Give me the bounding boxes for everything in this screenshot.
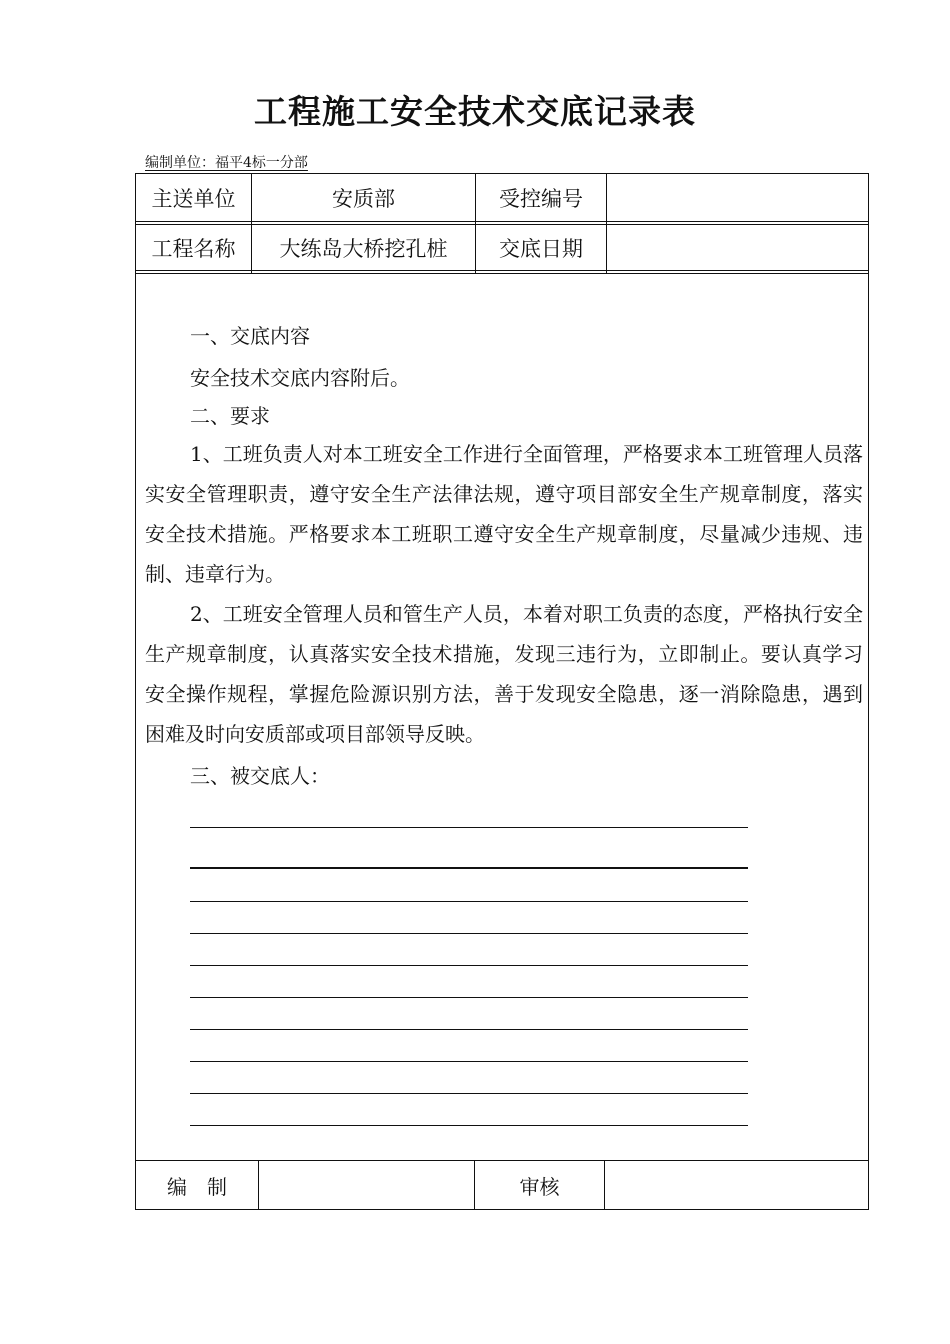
section1-text: 安全技术交底内容附后。 <box>190 366 410 390</box>
label-recipient-unit: 主送单位 <box>151 186 236 211</box>
label-review: 审核 <box>519 1174 560 1199</box>
value-recipient-unit: 安质部 <box>332 186 395 211</box>
signature-line[interactable] <box>190 1093 748 1094</box>
value-review[interactable] <box>605 1161 868 1209</box>
signature-line[interactable] <box>190 1061 748 1062</box>
label-briefing-date: 交底日期 <box>499 236 583 261</box>
signature-line[interactable] <box>190 1125 748 1126</box>
value-control-number[interactable] <box>607 174 868 221</box>
signature-line[interactable] <box>190 965 748 966</box>
value-compiled-by[interactable] <box>259 1161 474 1209</box>
signature-line[interactable] <box>190 933 748 934</box>
compiling-unit: 编制单位：福平4标一分部 <box>145 155 308 171</box>
row-divider <box>135 273 869 274</box>
document-title: 工程施工安全技术交底记录表 <box>254 92 696 131</box>
row-divider <box>135 221 869 222</box>
value-briefing-date[interactable] <box>607 225 868 270</box>
section1-heading: 一、交底内容 <box>190 324 310 348</box>
signature-line[interactable] <box>190 901 748 902</box>
requirement-1: 1、工班负责人对本工班安全工作进行全面管理，严格要求本工班管理人员落实安全管理职责，遵守安全生产法律法规，遵守项目部安全生产规章制度，落实安全技术措施。严格要求本工班职工遵守安全生产规章制度，尽量减少违规、违制、违章行为。 <box>145 442 863 586</box>
value-project-name: 大练岛大桥挖孔桩 <box>279 236 448 261</box>
signature-line[interactable] <box>190 997 748 998</box>
section2-heading: 二、要求 <box>190 404 270 428</box>
label-project-name: 工程名称 <box>151 236 236 261</box>
label-compiled-by: 编 制 <box>167 1174 227 1199</box>
row-divider <box>135 270 869 271</box>
signature-line[interactable] <box>190 867 748 869</box>
section3-heading: 三、被交底人： <box>190 764 330 788</box>
label-control-number: 受控编号 <box>499 186 583 211</box>
signature-line[interactable] <box>190 1029 748 1030</box>
requirement-2: 2、工班安全管理人员和管生产人员，本着对职工负责的态度，严格执行安全生产规章制度，认真落实安全技术措施，发现三违行为，立即制止。要认真学习安全操作规程，掌握危险源识别方法，善于发现安全隐患，逐一消除隐患，遇到困难及时向安质部或项目部领导反映。 <box>145 602 863 746</box>
signature-line[interactable] <box>190 827 748 828</box>
